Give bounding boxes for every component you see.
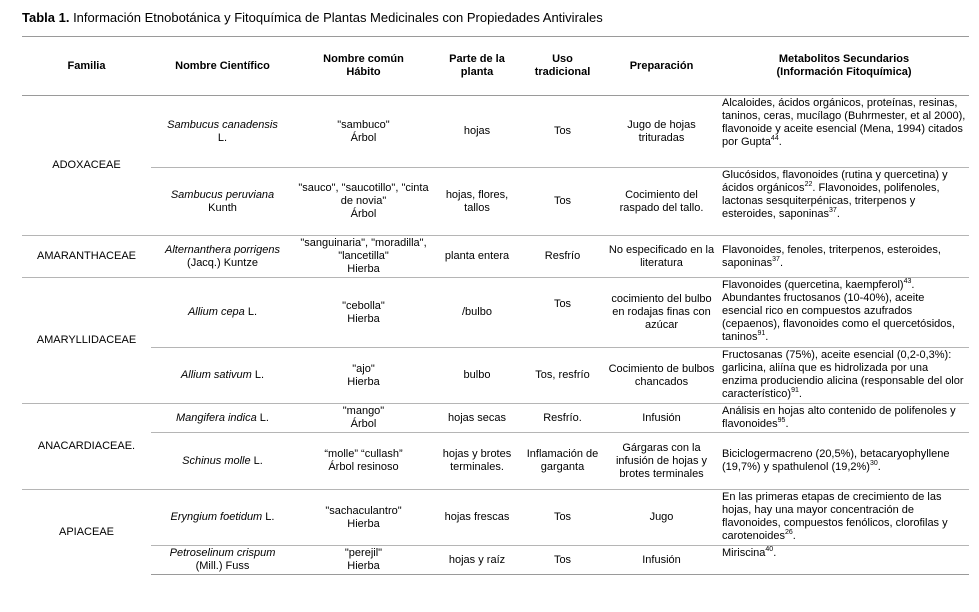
sci-author: Kunth [208,201,237,214]
metabolites-text: Biciclogermacreno (20,5%), betacaryophyllene (19,7%) y spathulenol (19,2%) [722,448,950,473]
family-cell: AMARANTHACEAE [22,236,151,278]
metabolites-end: . [812,182,816,194]
header-familia: Familia [22,37,151,96]
prep-cell: Jugo [604,490,719,546]
table-row [22,278,969,348]
metabolites-cell [719,546,969,575]
header-uso-l1: Uso [552,53,573,65]
family-cell: ADOXACEAE [22,96,151,236]
family-cell: ANACARDIACEAE. [22,404,151,490]
common-name: "mango" [342,405,385,417]
prep-cell: No especificado en la literatura [604,236,719,278]
sci-name: Allium sativum [180,369,252,381]
metabolites-text: Flavonoides, fenoles, triterpenos, esteroides, saponinas [722,243,941,269]
prep-cell: Jugo de hojas trituradas [627,118,696,144]
common-name: "perejil" [344,547,383,559]
sci-name: Alternanthera porrigens [165,243,280,256]
metabolites-cell [719,404,969,433]
sci-name-cell [151,348,294,404]
metabolites-end: . [911,279,915,291]
metabolites-end: . [836,208,840,220]
prep-cell: Cocimiento del raspado del tallo. [604,168,719,236]
common-name-cell [294,348,433,404]
habit: Árbol [350,208,377,220]
sci-name-cell [151,433,294,490]
sci-name-cell [151,278,294,348]
common-name: "sauco", "saucotillo", "cinta de novia" [298,182,429,207]
prep-cell: Cocimiento de bulbos chancados [604,348,719,404]
header-metabolitos [719,37,969,96]
prep-cell: Gárgaras con la infusión de hojas y brotes terminales [604,433,719,490]
metabolites-text: Miriscina [722,547,766,559]
sci-author: L. [254,369,265,381]
metabolites-cell [719,96,969,168]
sci-name: Eryngium foetidum [170,511,263,523]
sci-name-cell [151,490,294,546]
citation-sup: 91 [757,330,766,337]
plant-part-cell: hojas y raíz [433,546,521,575]
table-row [22,236,969,278]
header-parte-l2: planta [460,66,494,78]
header-metabolitos-l1: Metabolitos Secundarios [778,53,910,65]
prep-cell: Infusión [604,404,719,433]
common-name-cell [294,546,433,575]
citation-sup: 37 [829,207,837,214]
citation-sup: 40 [765,546,774,553]
metabolites-cell [719,433,969,490]
sci-name: Sambucus peruviana [170,188,275,201]
common-name: “molle” “cullash” [324,448,403,460]
header-preparacion: Preparación [604,37,719,96]
metabolites-end: . [792,530,796,542]
metabolites-end: . [773,547,777,559]
header-uso-l2: tradicional [534,66,591,78]
metabolites-cell [719,348,969,404]
sci-name-cell [151,404,294,433]
caption-label: Tabla 1. [22,10,70,25]
plant-part-cell: hojas y brotes terminales. [433,433,521,490]
sci-name-cell [151,168,294,236]
metabolites-text: Alcaloides, ácidos orgánicos, proteínas, resinas, taninos, ceras, mucílago (Buhrmester, et al 2000), flavonoide y aceite esencial (Mena, 1994) citados por Gupta [722,97,966,148]
habit: Hierba [347,560,380,572]
metabolites-cell [719,278,969,348]
use-cell: Resfrío [521,236,604,278]
table-row [22,96,969,168]
metabolites-text: Fructosanas (75%), aceite esencial (0,2-0,3%): garlicina, aliína que es hidrolizada por una enzima produciendio alicina (responsable del olor característico) [722,349,964,400]
plant-part-cell: /bulbo [433,278,521,348]
metabolites-end: . [765,331,769,343]
plant-part-cell: planta entera [433,236,521,278]
plant-part-cell: hojas secas [433,404,521,433]
citation-sup: 91 [791,387,799,394]
common-name: "sambuco" [337,118,390,131]
citation-sup: 26 [785,529,793,536]
use-cell: Tos, resfrío [521,348,604,404]
metabolites-end: . [785,418,789,430]
plant-part-cell: hojas, flores, tallos [433,168,521,236]
habit: Árbol resinoso [328,461,399,473]
common-name-cell [294,168,433,236]
header-nombre-comun [294,37,433,96]
header-parte [433,37,521,96]
ethnobotany-table [22,36,969,575]
sci-name-cell [151,236,294,278]
header-uso [521,37,604,96]
metabolites-text: En las primeras etapas de crecimiento de las hojas, hay una mayor concentración de flavonoides, compuestos fenólicos, clorofilas y carotenoides [722,491,948,542]
sci-name-cell [151,546,294,575]
metabolites-cell [719,236,969,278]
common-name: "ajo" [352,362,375,375]
header-metabolitos-l2: (Información Fitoquímica) [776,66,912,78]
metabolites-text: Flavonoides (quercetina, kaempferol) [722,279,904,291]
sci-name-cell [151,96,294,168]
common-name-cell [294,278,433,348]
common-name-cell [294,404,433,433]
header-nombre-comun-l2: Hábito [346,66,381,78]
common-name: "sanguinaria", "moradilla", "lancetilla" [300,237,427,262]
plant-part-cell: hojas [463,125,491,137]
prep-cell: cocimiento del bulbo en rodajas finas con azúcar [604,278,719,348]
sci-author: L. [217,131,228,144]
caption-text: Información Etnobotánica y Fitoquímica de Plantas Medicinales con Propiedades Antivirales [69,10,603,25]
table-row [22,404,969,433]
common-name: "sachaculantro" [325,504,402,517]
use-cell: Tos [521,278,604,348]
citation-sup: 22 [804,181,813,188]
habit: Hierba [347,263,380,275]
sci-author: L. [259,411,269,424]
use-cell: Tos [553,125,572,137]
table-row [22,348,969,404]
table-row [22,546,969,575]
citation-sup: 37 [772,255,780,263]
metabolites-cell [719,490,969,546]
metabolites-cell [719,168,969,236]
use-cell: Tos [521,546,604,575]
citation-sup: 95 [777,417,786,424]
sci-author: (Jacq.) Kuntze [187,256,258,269]
use-cell: Tos [521,168,604,236]
metabolites-end: . [798,388,802,400]
use-cell: Inflamación de garganta [521,433,604,490]
sci-name: Mangifera indica [176,411,257,424]
sci-name: Allium cepa [187,306,245,318]
header-row [22,37,969,96]
header-nombre-comun-l1: Nombre común [323,53,404,65]
sci-author: L. [253,454,263,467]
sci-name: Sambucus canadensis [167,118,278,131]
metabolites-text-2: Flavonoides, polifenoles, lactonas sesquiterpénicas, triterpenos y esteroides, saponinas [722,182,940,220]
sci-author: L. [247,306,258,318]
plant-part-cell: hojas frescas [433,490,521,546]
habit: Hierba [347,517,380,530]
use-cell: Resfrío. [521,404,604,433]
habit: Hierba [347,312,380,325]
plant-part-cell: bulbo [433,348,521,404]
prep-cell: Infusión [604,546,719,575]
table-caption [22,10,603,25]
common-name-cell [294,96,433,168]
common-name: "cebolla" [342,299,385,312]
metabolites-end: . [779,256,784,269]
citation-sup: 30 [869,460,878,467]
habit: Árbol [350,131,377,144]
sci-author: (Mill.) Fuss [195,560,250,572]
metabolites-end: . [877,461,881,473]
citation-sup: 43 [903,278,912,285]
common-name-cell [294,236,433,278]
habit: Hierba [347,375,380,388]
table-row [22,433,969,490]
family-cell: APIACEAE [22,490,151,575]
sci-author: L. [265,511,275,523]
metabolites-end: . [778,136,782,148]
table-row [22,168,969,236]
header-parte-l1: Parte de la [449,53,505,65]
common-name-cell [294,490,433,546]
use-cell: Tos [521,490,604,546]
metabolites-text: Análisis en hojas alto contenido de polifenoles y flavonoides [722,405,956,430]
sci-name: Schinus molle [182,454,251,467]
sci-name: Petroselinum crispum [169,547,276,559]
family-cell: AMARYLLIDACEAE [22,278,151,404]
header-nombre-cientifico: Nombre Científico [151,37,294,96]
table-row [22,490,969,546]
habit: Árbol [350,418,377,430]
metabolites-text-2: Abundantes fructosanos (10-40%), aceite esencial rico en compuestos azufrados (cepaenos), flavonoides como el quercetósidos, taninos [722,292,955,343]
metabolites-text: Glucósidos, flavonoides (rutina y quercetina) y ácidos orgánicos [722,169,948,194]
citation-sup: 44 [770,135,779,142]
common-name-cell [294,433,433,490]
